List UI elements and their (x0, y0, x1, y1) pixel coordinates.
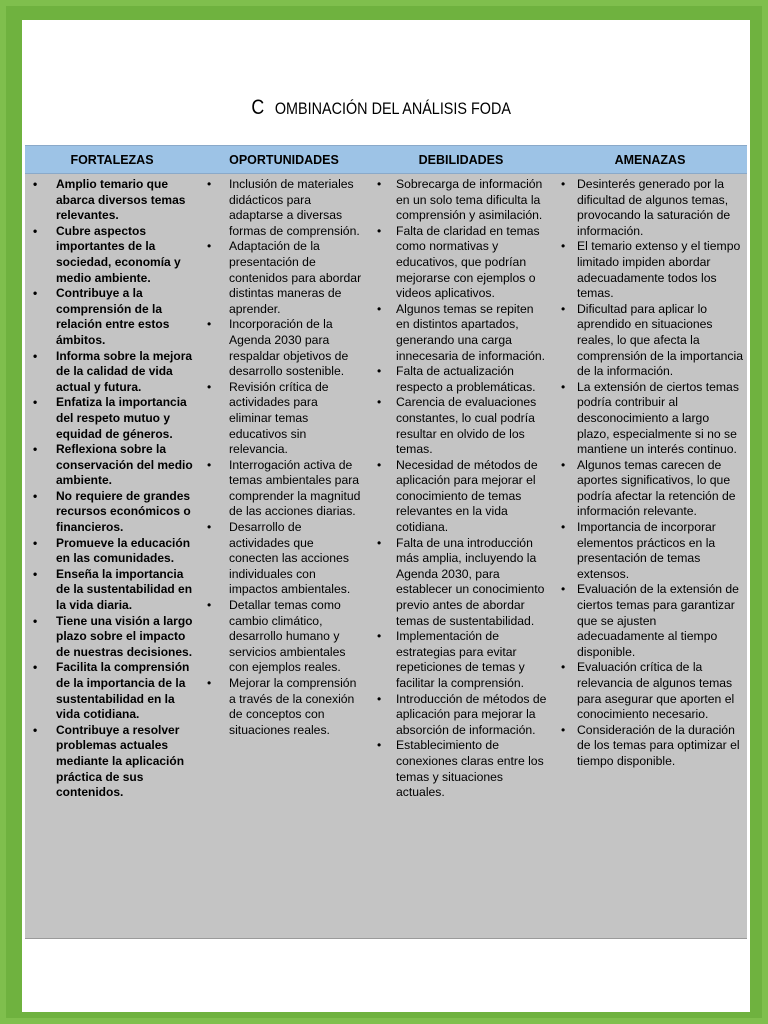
list-item: • Dificultad para aplicar lo aprendido en situaciones reales, lo que afecta la comprensión de la importancia de la información. (553, 302, 747, 380)
list-item: • No requiere de grandes recursos económicos o financieros. (25, 489, 199, 536)
table-body-row (25, 174, 747, 939)
list-item: • Mejorar la comprensión a través de la conexión de conceptos con situaciones reales. (199, 676, 369, 738)
list-item: • El temario extenso y el tiempo limitado impiden abordar adecuadamente todos los temas. (553, 239, 747, 301)
list-item: • Tiene una visión a largo plazo sobre el impacto de nuestras decisiones. (25, 614, 199, 661)
header-amenazas: AMENAZAS (553, 146, 747, 174)
list-item: • Consideración de la duración de los temas para optimizar el tiempo disponible. (553, 723, 747, 770)
list-item: • Inclusión de materiales didácticos para adaptarse a diversas formas de comprensión. (199, 177, 369, 239)
list-item: • Falta de claridad en temas como normativas y educativos, que podrían mejorarse con ejemplos o videos aplicativos. (369, 224, 553, 302)
list-item: • Carencia de evaluaciones constantes, lo cual podría resultar en olvido de los temas. (369, 395, 553, 457)
title-initial: C (251, 96, 265, 119)
list-fortalezas (25, 177, 199, 801)
header-oportunidades: OPORTUNIDADES (199, 146, 369, 174)
list-item: • Enfatiza la importancia del respeto mutuo y equidad de géneros. (25, 395, 199, 442)
list-oportunidades (199, 177, 369, 738)
list-item: • Algunos temas carecen de aportes significativos, lo que podría afectar la retención de información relevante. (553, 458, 747, 520)
list-item: • Revisión crítica de actividades para eliminar temas educativos sin relevancia. (199, 380, 369, 458)
list-item: • Incorporación de la Agenda 2030 para respaldar objetivos de desarrollo sostenible. (199, 317, 369, 379)
column-debilidades (369, 174, 553, 939)
list-item: • Algunos temas se repiten en distintos apartados, generando una carga innecesaria de información. (369, 302, 553, 364)
column-amenazas (553, 174, 747, 939)
list-item: • Introducción de métodos de aplicación para mejorar la absorción de información. (369, 692, 553, 739)
list-item: • Detallar temas como cambio climático, desarrollo humano y servicios ambientales con ejemplos reales. (199, 598, 369, 676)
green-frame (6, 6, 762, 1018)
list-item: • Falta de actualización respecto a problemáticas. (369, 364, 553, 395)
document-title (22, 96, 750, 120)
list-item: • Informa sobre la mejora de la calidad de vida actual y futura. (25, 349, 199, 396)
list-item: • Evaluación crítica de la relevancia de algunos temas para asegurar que aporten el conocimiento necesario. (553, 660, 747, 722)
foda-table (25, 145, 747, 939)
list-item: • Importancia de incorporar elementos prácticos en la presentación de temas extensos. (553, 520, 747, 582)
list-item: • Implementación de estrategias para evitar repeticiones de temas y facilitar la comprensión. (369, 629, 553, 691)
column-oportunidades (199, 174, 369, 939)
list-item: • Sobrecarga de información en un solo tema dificulta la comprensión y asimilación. (369, 177, 553, 224)
list-item: • Desarrollo de actividades que conecten las acciones individuales con impactos ambientales. (199, 520, 369, 598)
list-item: • Amplio temario que abarca diversos temas relevantes. (25, 177, 199, 224)
header-debilidades: DEBILIDADES (369, 146, 553, 174)
table-header-row (25, 146, 747, 174)
list-item: • Promueve la educación en las comunidades. (25, 536, 199, 567)
list-item: • Establecimiento de conexiones claras entre los temas y situaciones actuales. (369, 738, 553, 800)
list-amenazas (553, 177, 747, 770)
list-item: • Desinterés generado por la dificultad de algunos temas, provocando la saturación de información. (553, 177, 747, 239)
list-item: • Contribuye a resolver problemas actuales mediante la aplicación práctica de sus contenidos. (25, 723, 199, 801)
list-item: • Necesidad de métodos de aplicación para mejorar el conocimiento de temas relevantes en la vida cotidiana. (369, 458, 553, 536)
list-item: • Facilita la comprensión de la importancia de la sustentabilidad en la vida cotidiana. (25, 660, 199, 722)
list-item: • Falta de una introducción más amplia, incluyendo la Agenda 2030, para establecer un conocimiento previo antes de abordar temas de sustentabilidad. (369, 536, 553, 630)
list-item: • Reflexiona sobre la conservación del medio ambiente. (25, 442, 199, 489)
list-item: • Adaptación de la presentación de contenidos para abordar distintas maneras de aprender. (199, 239, 369, 317)
column-fortalezas (25, 174, 199, 939)
list-item: • Evaluación de la extensión de ciertos temas para garantizar que se ajusten adecuadamente al tiempo disponible. (553, 582, 747, 660)
header-fortalezas: FORTALEZAS (25, 146, 199, 174)
document-sheet (22, 20, 750, 1012)
list-item: • La extensión de ciertos temas podría contribuir al desconocimiento a largo plazo, especialmente si no se mantiene un interés continuo. (553, 380, 747, 458)
list-item: • Enseña la importancia de la sustentabilidad en la vida diaria. (25, 567, 199, 614)
list-item: • Contribuye a la comprensión de la relación entre estos ámbitos. (25, 286, 199, 348)
list-item: • Cubre aspectos importantes de la sociedad, economía y medio ambiente. (25, 224, 199, 286)
list-item: • Interrogación activa de temas ambientales para comprender la magnitud de las acciones diarias. (199, 458, 369, 520)
list-debilidades (369, 177, 553, 801)
title-rest: OMBINACIÓN DEL ANÁLISIS FODA (274, 99, 512, 118)
